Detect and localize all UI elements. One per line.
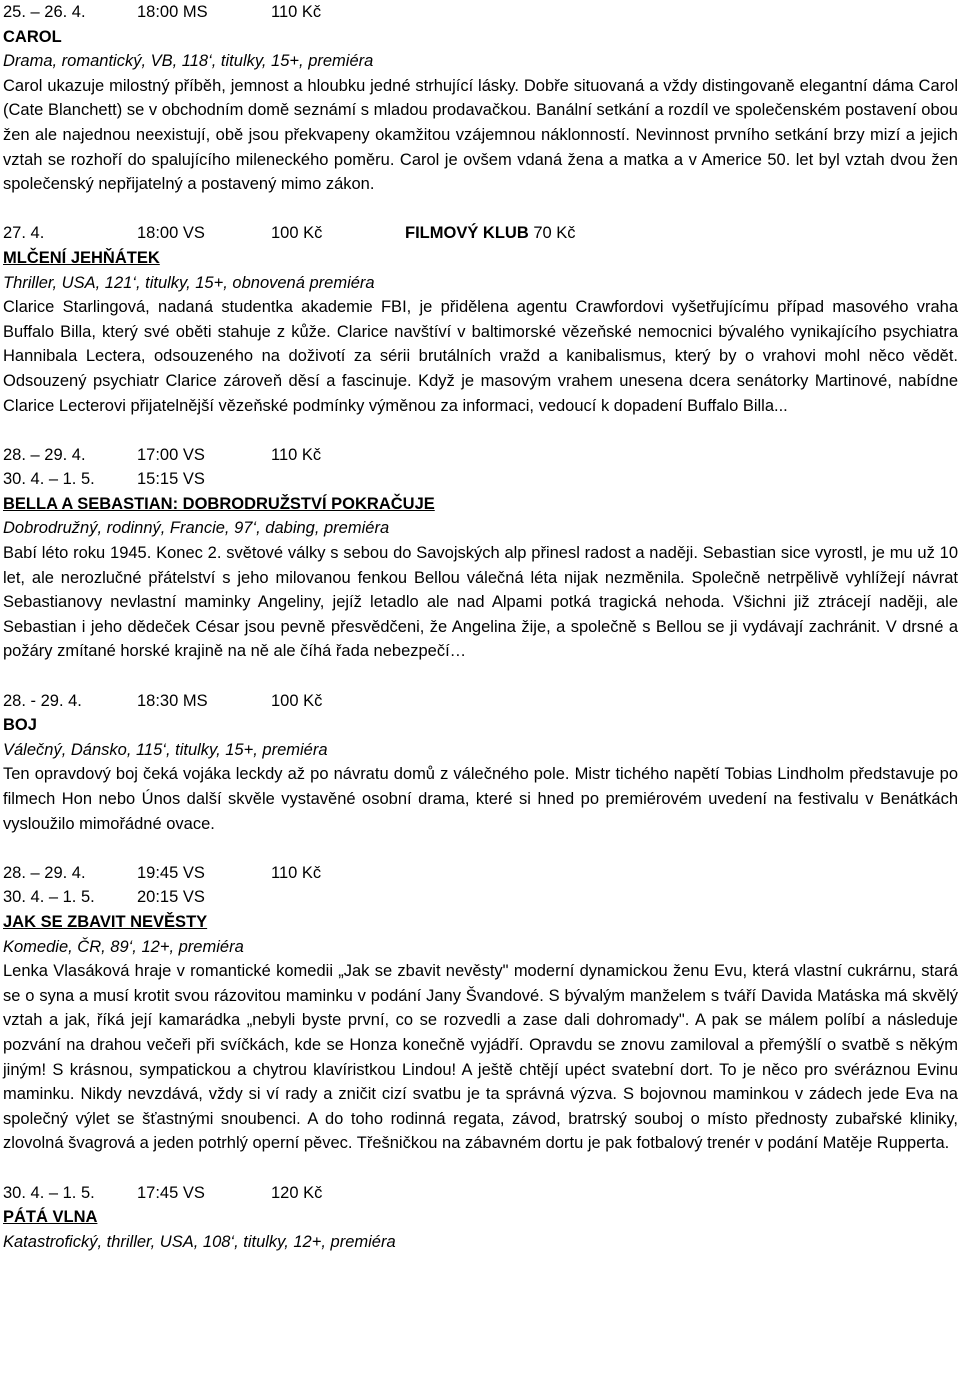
screening-time: 18:30 MS xyxy=(137,691,208,710)
film-entry-carol xyxy=(3,0,958,197)
film-description: Clarice Starlingová, nadaná studentka akademie FBI, je přidělena agentu Crawfordovi vyšetřujícímu případ masového vraha Buffalo Billa, který své oběti stahuje z kůže. Clarice navštíví v baltimorské vězeňské nemocnici bývalého vynikajícího psychiatra Hannibala Lectera, odsouzeného na doživotí za sérii brutálních vražd a kanibalismus, který by o vrahovi mohl něco vědět. Odsouzený psychiatr Clarice zároveň děsí a fascinuje. Když je masovým vrahem unesena dcera senátorky Martinové, nabídne Clarice Lecterovi přijatelnější vězeňské podmínky výměnou za informaci, vedoucí k dopadení Buffalo Billa... xyxy=(3,298,958,415)
screening-time: 18:00 VS xyxy=(137,224,205,243)
screening-date: 25. – 26. 4. xyxy=(3,3,86,21)
film-title: BOJ xyxy=(3,716,37,735)
screening-date: 28. – 29. 4. xyxy=(3,445,86,464)
ticket-price: 110 Kč xyxy=(271,3,322,21)
screening-time: 17:00 VS xyxy=(137,445,205,464)
film-title: CAROL xyxy=(3,27,62,46)
screening-time: 15:15 VS xyxy=(137,470,205,489)
schedule-row xyxy=(3,689,958,714)
screening-time: 19:45 VS xyxy=(137,863,205,882)
film-description: Babí léto roku 1945. Konec 2. světové války s sebou do Savojských alp přinesl radost a naději. Sebastian sice vyrostl, je mu už 10 let, ale nerozlučné přátelství s jeho milovanou fenkou Bellou válečná léta nijak nezměnila. Společně netrpělivě vyhlížejí návrat Sebastianovy nevlastní maminky Angeliny, jejíž letadlo ale nad Alpami potká tragická nehoda. Všichni již ztrácejí naději, ale Sebastian i jeho dědeček César jsou pevně přesvědčeni, že Angelina žije, a společně s Bellou se ji vydávají zachránit. V drsné a požáry zmítané horské krajině na ně ale číhá řada nebezpečí… xyxy=(3,544,958,661)
ticket-price: 100 Kč xyxy=(271,691,323,710)
film-genre: Válečný, Dánsko, 115‘, titulky, 15+, premiéra xyxy=(3,740,328,759)
schedule-row xyxy=(3,885,958,910)
ticket-price: 100 Kč xyxy=(271,224,323,243)
film-club-info xyxy=(405,221,576,246)
film-genre: Katastrofický, thriller, USA, 108‘, titulky, 12+, premiéra xyxy=(3,1232,396,1251)
film-entry-bella-a-sebastian xyxy=(3,443,958,664)
schedule-row xyxy=(3,0,958,25)
film-genre: Komedie, ČR, 89‘, 12+, premiéra xyxy=(3,937,244,956)
schedule-row xyxy=(3,221,958,246)
film-description: Carol ukazuje milostný příběh, jemnost a hloubku jedné strhující lásky. Dobře situovaná a vždy distingovaně elegantní dáma Carol (Cate Blanchett) se v obchodním domě seznámí s mladou prodavačkou. Banální setkání a rozdíl ve společenském postavení obou žen ale najednou neexistují, obě jsou překvapeny okamžitou vzájemnou náklonností. Nevinnost prvního setkání brzy mizí a jejich vztah se rozhoří do spalujícího mileneckého poměru. Carol je ovšem vdaná žena a matka a v Americe 50. let byl vztah dvou žen společenský nepřijatelný a postavený mimo zákon. xyxy=(3,76,958,194)
ticket-price: 110 Kč xyxy=(271,445,322,464)
screening-date: 30. 4. – 1. 5. xyxy=(3,470,95,489)
film-description: Lenka Vlasáková hraje v romantické komedii „Jak se zbavit nevěsty" moderní dynamickou ženu Evu, která vlastní cukrárnu, stará se o syna a musí krotit svou rázovitou maminku v podání Jany Švandové. S bývalým manželem s tváří Davida Matáska má skvělý vztah a jak, říká její kamarádka „nebyli byste první, co se rozvedli a zase dali dohromady". A pak se málem políbí a následuje pozvání na drahou večeři při svíčkách, kde se Honza konečně vyjádří. Opravdu se znovu zamiloval a přemýšlí o svatbě s někým jiným! S krásnou, sympatickou a chytrou klavíristkou Lindou! A ještě chtějí upéct svatební dort. To je něco pro svéráznou Evinu maminku. Nikdy nevzdává, vždy si ví rady a zničit cizí svatbu je ta správná výzva. S bojovnou maminkou v zádech jede Eva na společný výlet se šťastnými snoubenci. A do toho rodinná regata, závod, bratrský souboj o místo přednosty zubařské kliniky, zlovolná švagrová a jeden potrhlý operní pěvec. Třešničkou na zábavném dortu je pak fotbalový trenér v podání Matěje Rupperta. xyxy=(3,962,958,1153)
film-entry-mlceni-jehnatek xyxy=(3,221,958,418)
screening-date: 30. 4. – 1. 5. xyxy=(3,888,95,907)
film-title: BELLA A SEBASTIAN: DOBRODRUŽSTVÍ POKRAČUJE xyxy=(3,494,435,513)
screening-date: 28. – 29. 4. xyxy=(3,863,86,882)
film-club-price: 70 Kč xyxy=(533,224,576,243)
schedule-row xyxy=(3,467,958,492)
screening-time: 20:15 VS xyxy=(137,888,205,907)
film-genre: Thriller, USA, 121‘, titulky, 15+, obnovená premiéra xyxy=(3,273,375,292)
film-entry-pata-vlna xyxy=(3,1181,958,1255)
film-title: MLČENÍ JEHŇÁTEK xyxy=(3,248,160,267)
schedule-row xyxy=(3,1181,958,1206)
film-description: Ten opravdový boj čeká vojáka leckdy až po návratu domů z válečného pole. Mistr tichého napětí Tobias Lindholm představuje po filmech Hon nebo Únos další skvěle vystavěné osobní drama, které si hned po premiérovém uvedení na festivalu v Benátkách vysloužilo mimořádné ovace. xyxy=(3,765,958,833)
screening-date: 30. 4. – 1. 5. xyxy=(3,1183,95,1202)
screening-date: 28. - 29. 4. xyxy=(3,691,82,710)
film-genre: Dobrodružný, rodinný, Francie, 97‘, dabing, premiéra xyxy=(3,519,390,538)
schedule-row xyxy=(3,861,958,886)
screening-date: 27. 4. xyxy=(3,224,45,243)
film-club-label: FILMOVÝ KLUB xyxy=(405,224,529,243)
schedule-row xyxy=(3,443,958,468)
ticket-price: 120 Kč xyxy=(271,1183,323,1202)
film-title: PÁTÁ VLNA xyxy=(3,1208,98,1227)
screening-time: 17:45 VS xyxy=(137,1183,205,1202)
film-entry-jak-se-zbavit-nevesty xyxy=(3,861,958,1156)
screening-time: 18:00 MS xyxy=(137,3,208,21)
ticket-price: 110 Kč xyxy=(271,863,322,882)
film-title: JAK SE ZBAVIT NEVĚSTY xyxy=(3,912,208,931)
film-entry-boj xyxy=(3,689,958,837)
film-genre: Drama, romantický, VB, 118‘, titulky, 15+, premiéra xyxy=(3,52,374,71)
